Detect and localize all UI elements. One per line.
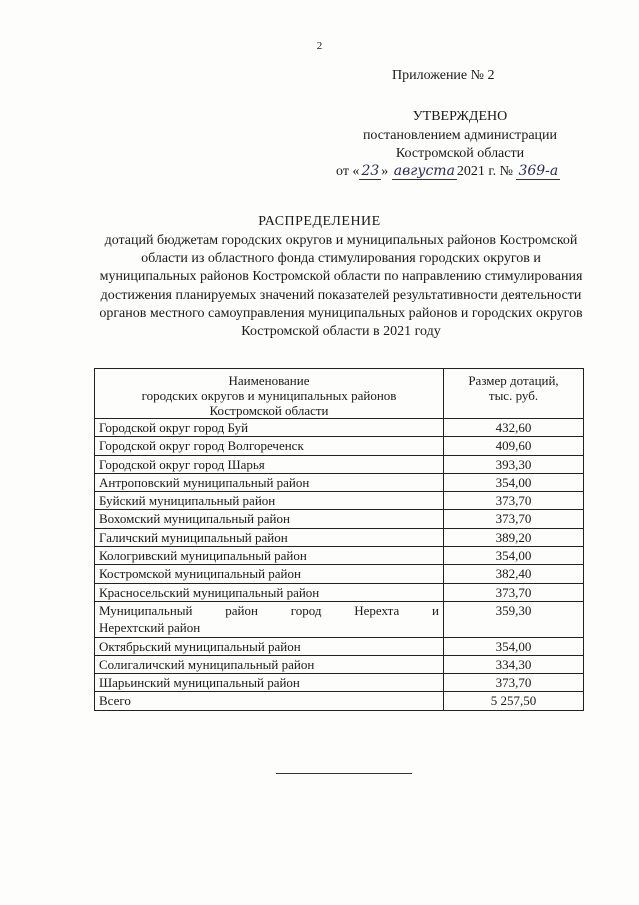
appendix-label: Приложение № 2 — [392, 68, 495, 83]
table-row — [95, 455, 584, 473]
row-name: Городской округ город Буй — [95, 419, 444, 437]
table-row — [95, 510, 584, 528]
row-amount: 373,70 — [444, 510, 584, 528]
table-row — [95, 637, 584, 655]
row-amount: 354,00 — [444, 473, 584, 491]
row-amount: 354,00 — [444, 637, 584, 655]
table-row — [95, 473, 584, 491]
table-row — [95, 528, 584, 546]
row-name: Шарьинский муниципальный район — [95, 674, 444, 692]
date-mid: » — [381, 164, 389, 179]
table-row — [95, 419, 584, 437]
row-name: Городской округ город Шарья — [95, 455, 444, 473]
row-amount: 382,40 — [444, 565, 584, 583]
table-row — [95, 547, 584, 565]
row-amount: 373,70 — [444, 492, 584, 510]
row-amount: 359,30 — [444, 601, 584, 637]
document-subtitle: дотаций бюджетам городских округов и муниципальных районов Костромской области из областного фонда стимулирования городских округов и муниципальных районов Костромской области по направлению стимулирования достижения планируемых значений показателей результативности деятельности органов местного самоуправления муниципальных районов и городских округов Костромской области в 2021 году — [99, 233, 583, 340]
row-name: Костромской муниципальный район — [95, 565, 444, 583]
row-name: Буйский муниципальный район — [95, 492, 444, 510]
handwritten-month: августа — [393, 163, 455, 179]
row-amount: 409,60 — [444, 437, 584, 455]
row-amount: 373,70 — [444, 674, 584, 692]
table-row — [95, 565, 584, 583]
date-prefix: от « — [336, 164, 360, 179]
total-label: Всего — [95, 692, 444, 710]
table-header-row — [95, 369, 584, 419]
approved-heading: УТВЕРЖДЕНО — [412, 109, 508, 124]
row-amount: 432,60 — [444, 419, 584, 437]
table-total-row — [95, 692, 584, 710]
row-name: Городской округ город Волгореченск — [95, 437, 444, 455]
row-name: Муниципальный район город Нерехта и Нерехтский район — [95, 601, 444, 637]
table-row — [95, 583, 584, 601]
column-header-amount: Размер дотаций, тыс. руб. — [444, 369, 584, 419]
row-amount: 354,00 — [444, 547, 584, 565]
table-row — [95, 492, 584, 510]
row-name: Солигаличский муниципальный район — [95, 655, 444, 673]
handwritten-day: 23 — [361, 163, 380, 179]
decree-date-line — [336, 163, 560, 180]
row-name: Красносельский муниципальный район — [95, 583, 444, 601]
handwritten-decree-number: 369-а — [518, 163, 559, 179]
total-amount: 5 257,50 — [444, 692, 584, 710]
footer-divider — [276, 773, 412, 774]
table-row — [95, 601, 584, 637]
table-row — [95, 655, 584, 673]
row-amount: 389,20 — [444, 528, 584, 546]
row-name: Октябрьский муниципальный район — [95, 637, 444, 655]
row-amount: 393,30 — [444, 455, 584, 473]
row-amount: 373,70 — [444, 583, 584, 601]
decree-by-line: постановлением администрации — [362, 128, 558, 143]
date-year: 2021 г. № — [456, 164, 513, 179]
subsidy-table — [94, 368, 584, 711]
table-row — [95, 674, 584, 692]
row-name: Кологривский муниципальный район — [95, 547, 444, 565]
row-name: Антроповский муниципальный район — [95, 473, 444, 491]
column-header-name: Наименование городских округов и муниципальных районов Костромской области — [95, 369, 444, 419]
document-title: РАСПРЕДЕЛЕНИЕ — [258, 214, 381, 229]
decree-region-line: Костромской области — [395, 146, 525, 161]
row-name: Галичский муниципальный район — [95, 528, 444, 546]
row-amount: 334,30 — [444, 655, 584, 673]
table-row — [95, 437, 584, 455]
page-number: 2 — [316, 40, 323, 52]
row-name: Вохомский муниципальный район — [95, 510, 444, 528]
